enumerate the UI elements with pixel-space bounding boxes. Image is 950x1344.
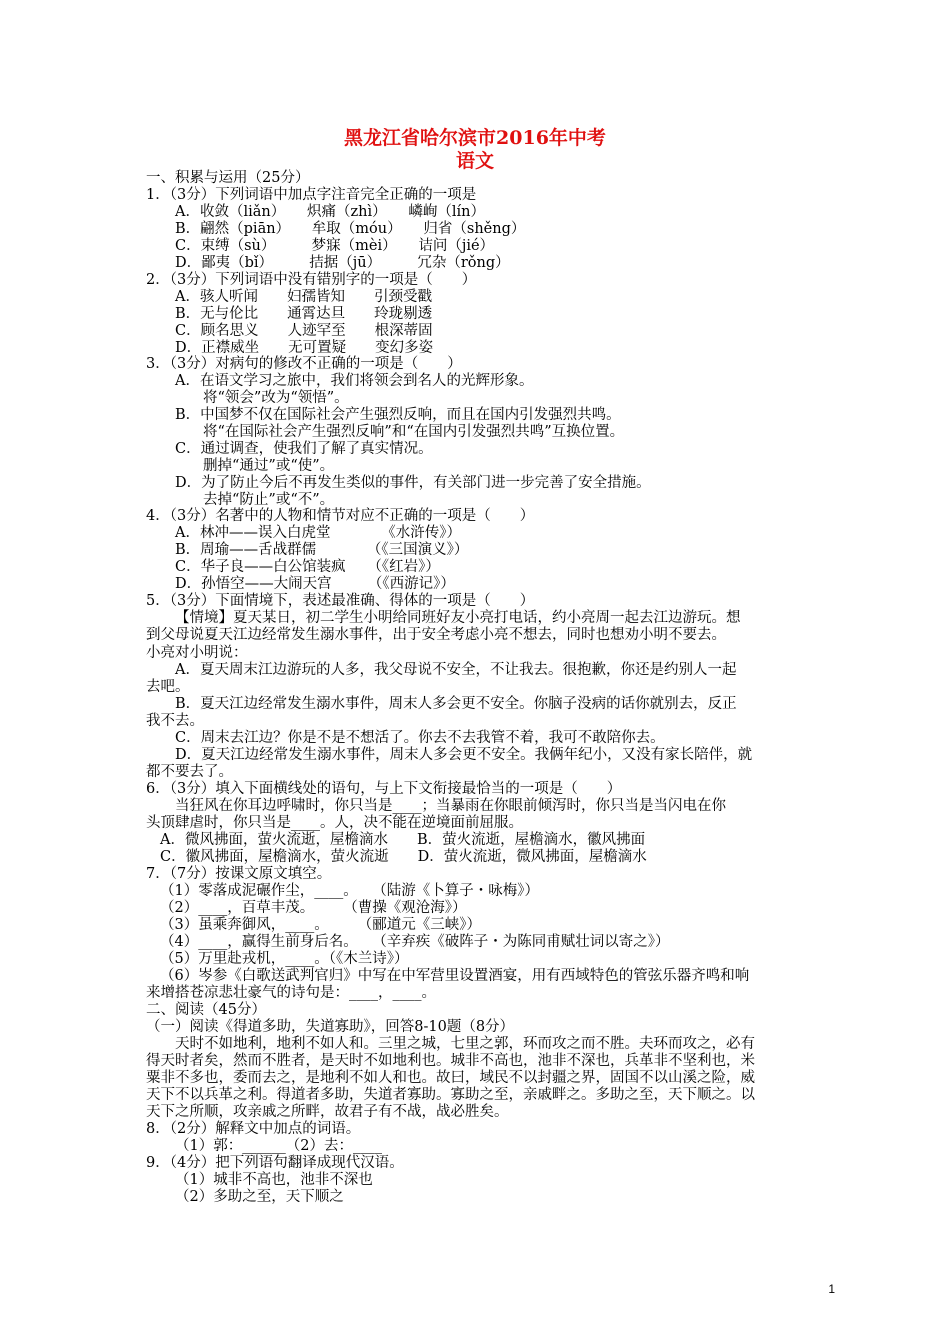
option-line: C．周末去江边？你是不是不想活了。你去不去我管不着，我可不敢陪你去。 [175, 730, 665, 746]
option-line: D．为了防止今后不再发生类似的事件，有关部门进一步完善了安全措施。 [175, 475, 651, 491]
question-line: 6．（3分）填入下面横线处的语句，与上下文衔接最恰当的一项是（ ） [146, 781, 622, 797]
question-line: 3．（3分）对病句的修改不正确的一项是（ ） [146, 356, 462, 372]
option-line: D．夏天江边经常发生溺水事件，周末人多会更不安全。我俩年纪小，又没有家长陪伴，就 [175, 747, 753, 763]
option-line: C．通过调查，使我们了解了真实情况。 [175, 441, 433, 457]
document-subtitle: 语文 [455, 150, 494, 172]
question-line: 2．（3分）下列词语中没有错别字的一项是（ ） [146, 272, 477, 288]
fill-blank-line: 来增搭苍凉悲壮豪气的诗句是：____，____。 [146, 985, 436, 1001]
option-line: B．周瑜——舌战群儒 （《三国演义》） [175, 542, 469, 558]
option-line: A．骇人听闻 妇孺皆知 引颈受戳 [175, 289, 432, 305]
option-line: C．顾名思义 人迹罕至 根深蒂固 [175, 323, 433, 339]
section-heading: 一、积累与运用（25分） [146, 170, 310, 186]
option-line: 去吧。 [146, 679, 190, 695]
page-number: 1 [828, 1282, 835, 1296]
paragraph-line: 【情境】夏天某日，初二学生小明给同班好友小亮打电话，约小亮周一起去江边游玩。想 [175, 610, 741, 626]
option-note: 将“领会”改为“领悟”。 [203, 390, 349, 406]
passage-line: 天下之所顺，攻亲戚之所畔，故君子有不战，战必胜矣。 [146, 1104, 509, 1120]
option-line: D．孙悟空——大闹天宫 （《西游记》） [175, 576, 455, 592]
option-line: A．林冲——误入白虎堂 《水浒传》） [175, 525, 461, 541]
option-line: A．夏天周末江边游玩的人多，我父母说不安全，不让我去。很抱歉，你还是约别人一起 [175, 662, 737, 678]
paragraph-line: 当狂风在你耳边呼啸时，你只当是____；当暴雨在你眼前倾泻时，你只当是当闪电在你 [175, 798, 726, 814]
fill-blank-line: （4）____，赢得生前身后名。 （辛弃疾《破阵子・为陈同甫赋壮词以寄之》） [160, 934, 670, 950]
passage-line: 天下不以兵革之利。得道者多助，失道者寡助。寡助之至，亲戚畔之。多助之至，天下顺之。以 [146, 1087, 755, 1103]
option-line: （2）多助之至，天下顺之 [175, 1189, 344, 1205]
option-line: （1）城非不高也，池非不深也 [175, 1172, 373, 1188]
passage-line: 天时不如地利，地利不如人和。三里之城，七里之郭，环而攻之而不胜。夫环而攻之，必有 [175, 1036, 755, 1052]
question-line: 8．（2分）解释文中加点的词语。 [146, 1121, 361, 1137]
option-line: A．收敛（liǎn） 炽痛（zhì） 嶙峋（lín） [175, 204, 485, 220]
option-note: 删掉“通过”或“使”。 [203, 458, 335, 474]
paragraph-line: 头顶肆虐时，你只当是____。人，决不能在逆境面前屈服。 [146, 815, 523, 831]
question-line: 5．（3分）下面情境下，表述最准确、得体的一项是（ ） [146, 593, 535, 609]
subsection-heading: （一）阅读《得道多助，失道寡助》，回答8-10题（8分） [146, 1019, 515, 1035]
paragraph-line: 小亮对小明说： [146, 645, 248, 661]
question-line: 1．（3分）下列词语中加点字注音完全正确的一项是 [146, 187, 477, 203]
paragraph-line: 到父母说夏天江边经常发生溺水事件，出于安全考虑小亮不想去，同时也想劝小明不要去。 [146, 627, 726, 643]
fill-blank-line: （1）零落成泥碾作尘，____。 （陆游《卜算子・咏梅》） [160, 883, 539, 899]
fill-blank-line: （1）郭：______（2）去：____ [175, 1138, 382, 1154]
passage-line: 得天时者矣，然而不胜者，是天时不如地利也。城非不高也，池非不深也，兵革非不坚利也，米 [146, 1053, 755, 1069]
option-line: A．在语文学习之旅中，我们将领会到名人的光辉形象。 [175, 373, 534, 389]
option-line: C．束缚（sù） 梦寐（mèi） 诘问（jié） [175, 238, 495, 254]
option-line: 我不去。 [146, 713, 204, 729]
option-note: 将“在国际社会产生强烈反响”和“在国内引发强烈共鸣”互换位置。 [203, 424, 625, 440]
fill-blank-line: （2）____，百草丰茂。 （曹操《观沧海》） [160, 900, 467, 916]
fill-blank-line: （3）虽乘奔御风，____。 （郦道元《三峡》） [160, 917, 481, 933]
question-line: 9．（4分）把下列语句翻译成现代汉语。 [146, 1155, 404, 1171]
option-note: 去掉“防止”或“不”。 [203, 492, 335, 508]
question-line: 7．（7分）按课文原文填空。 [146, 866, 332, 882]
option-line: B．夏天江边经常发生溺水事件，周末人多会更不安全。你脑子没病的话你就别去，反正 [175, 696, 737, 712]
document-title: 黑龙江省哈尔滨市2016年中考 [344, 127, 606, 149]
option-line: D．鄙夷（bǐ） 拮据（jū） 冗杂（rǒng） [175, 255, 510, 271]
option-line: D．正襟威坐 无可置疑 变幻多姿 [175, 340, 434, 356]
option-line: B．中国梦不仅在国际社会产生强烈反响，而且在国内引发强烈共鸣。 [175, 407, 621, 423]
passage-line: 粟非不多也，委而去之，是地利不如人和也。故曰，域民不以封疆之界，固国不以山溪之险，威 [146, 1070, 755, 1086]
option-line: A．微风拂面，萤火流逝，屋檐滴水 B．萤火流逝，屋檐滴水，徽风拂面 [160, 832, 646, 848]
option-line: B．无与伦比 通霄达旦 玲珑剔透 [175, 306, 433, 322]
option-line: C．徽风拂面，屋檐滴水，萤火流逝 D．萤火流逝，微风拂面，屋檐滴水 [160, 849, 647, 865]
option-line: 都不要去了。 [146, 764, 233, 780]
question-line: 4．（3分）名著中的人物和情节对应不正确的一项是（ ） [146, 508, 535, 524]
fill-blank-line: （6）岑参《白歌送武判官归》中写在中军营里设置酒宴，用有西域特色的管弦乐器齐鸣和响 [160, 968, 750, 984]
section-heading: 二、阅读（45分） [146, 1002, 266, 1018]
option-line: C．华子良——白公馆装疯 （《红岩》） [175, 559, 440, 575]
option-line: B．翩然（piān） 牟取（móu） 归省（shěng） [175, 221, 526, 237]
fill-blank-line: （5）万里赴戎机，____。（《木兰诗》） [160, 951, 409, 967]
